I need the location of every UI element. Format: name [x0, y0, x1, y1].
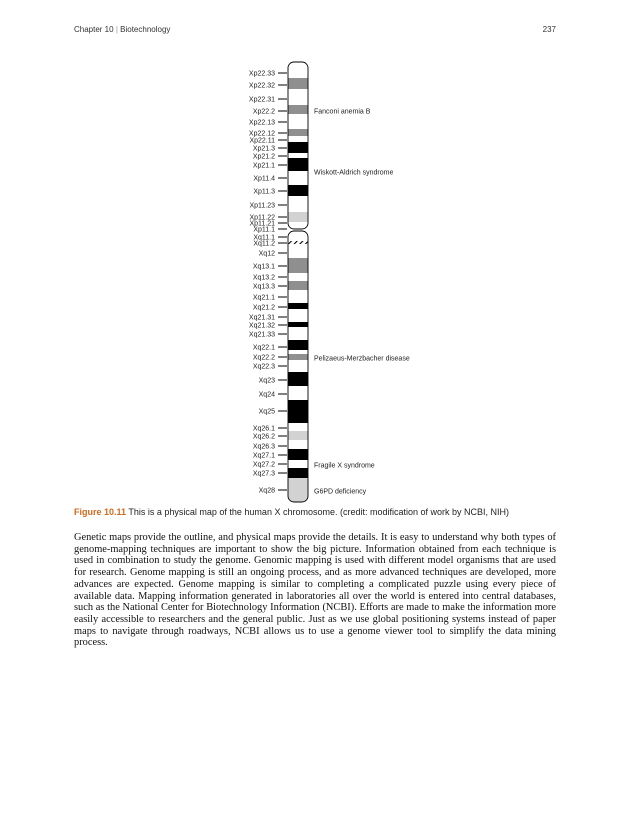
band-label: Xp11.1 — [253, 226, 275, 234]
band-xp22-31 — [288, 89, 308, 105]
band-label: Xq23 — [258, 377, 275, 385]
band-xq11-1 — [288, 241, 308, 244]
band-xq22-1 — [288, 350, 308, 354]
band-xq13-1 — [288, 273, 308, 281]
band-label: Xp22.11 — [249, 137, 275, 145]
band-xp22-32 — [288, 78, 308, 89]
band-label: Xp22.2 — [252, 108, 275, 116]
band-label: Xp11.21 — [249, 220, 275, 228]
band-xq23 — [288, 372, 308, 386]
band-label: Xp21.3 — [252, 145, 275, 153]
figure-caption — [74, 507, 564, 518]
band-label: Xp21.1 — [252, 162, 275, 170]
gene-label: G6PD deficiency — [314, 488, 367, 496]
band-xq11-2 — [288, 244, 308, 258]
band-label: Xp21.2 — [252, 153, 275, 161]
gene-labels — [314, 109, 410, 496]
band-xq21-2 — [288, 309, 308, 322]
header-separator: | — [115, 25, 118, 34]
band-xq21-1 — [288, 303, 308, 309]
band-xp21-3 — [288, 142, 308, 153]
band-label: Xq27.2 — [252, 461, 275, 469]
band-label: Xq28 — [258, 487, 275, 495]
band-label: Xq21.33 — [248, 331, 275, 339]
band-xp21-1 — [288, 158, 308, 171]
band-label: Xq27.1 — [252, 452, 275, 460]
band-xp11-23 — [288, 196, 308, 212]
band-xp11-22 — [288, 212, 308, 222]
band-xp22-12 — [288, 129, 308, 136]
band-label: Xq13.1 — [252, 263, 275, 271]
band-label: Xp22.12 — [248, 130, 275, 138]
section-label: Biotechnology — [120, 25, 171, 34]
band-label: Xq26.2 — [252, 433, 275, 441]
band-label: Xq22.3 — [252, 363, 275, 371]
band-label: Xq21.1 — [252, 294, 275, 302]
band-label: Xp22.31 — [248, 96, 275, 104]
band-xq21-31 — [288, 322, 308, 327]
band-xq21-33 — [288, 340, 308, 350]
q-arm-bands — [288, 241, 308, 502]
band-xp11-4 — [288, 171, 308, 185]
band-xq26-2 — [288, 431, 308, 440]
band-label: Xp11.4 — [253, 175, 275, 183]
band-xq13-2 — [288, 281, 308, 290]
band-label: Xp22.33 — [248, 70, 275, 78]
band-xq21-32 — [288, 327, 308, 340]
p-arm-bands — [288, 62, 308, 231]
band-label: Xq21.31 — [248, 314, 275, 322]
band-label: Xp11.3 — [253, 188, 275, 196]
band-xp22-33 — [288, 62, 308, 78]
body-paragraph: Genetic maps provide the outline, and physical maps provide the details. It is easy to understand why both types of genome-mapping techniques are important to show the big picture. Information obtained from each technique is used in combination to study the genome. Genomic mapping is used with different model organisms that are used for research. Genome mapping is still an ongoing process, and as more advanced techniques are developed, more advances are expected. Genome mapping is similar to completing a complicated puzzle using every piece of available data. Mapping information generated in laboratories all over the world is entered into central databases, such as the National Center for Biotechnology Information (NCBI). Efforts are made to make the information more easily accessible to researchers and the general public. Just as we use global positioning systems instead of paper maps to navigate through roadways, NCBI allows us to use a genome viewer tool to simplify the data mining process. — [74, 532, 556, 649]
band-label: Xq12 — [258, 250, 275, 258]
band-label: Xq25 — [258, 408, 275, 416]
band-label: Xq13.3 — [252, 283, 275, 291]
band-xq28 — [288, 478, 308, 502]
band-xq27-2 — [288, 460, 308, 468]
band-label: Xp22.32 — [248, 82, 275, 90]
band-label: Xq21.32 — [248, 322, 275, 330]
band-xq22-3 — [288, 360, 308, 372]
band-xq13-3 — [288, 290, 308, 303]
band-label: Xq26.3 — [252, 443, 275, 451]
figure-caption-text: This is a physical map of the human X chromosome. (credit: modification of work by NCBI, NIH) — [128, 507, 510, 517]
band-xq27-3 — [288, 468, 308, 478]
gene-label: Wiskott-Aldrich syndrome — [314, 169, 394, 177]
band-xq26-3 — [288, 440, 308, 449]
chapter-label: Chapter 10 — [74, 25, 114, 34]
band-label: Xq22.1 — [252, 344, 275, 352]
gene-label: Fanconi anemia B — [314, 108, 371, 116]
band-label: Xp22.13 — [248, 119, 275, 127]
band-xp22-13 — [288, 114, 308, 129]
band-label: Xq22.2 — [252, 354, 275, 362]
gene-label: Fragile X syndrome — [314, 462, 375, 470]
band-xp22-11 — [288, 136, 308, 142]
gene-label: Pelizaeus-Merzbacher disease — [314, 355, 410, 363]
band-xp21-2 — [288, 153, 308, 158]
band-xq25 — [288, 400, 308, 423]
band-label: Xq11.1 — [253, 234, 275, 242]
band-label: Xq27.3 — [252, 470, 275, 478]
band-xq12 — [288, 258, 308, 273]
band-label: Xq21.2 — [252, 304, 275, 312]
band-xq22-2 — [288, 354, 308, 360]
band-label: Xq26.1 — [252, 425, 275, 433]
figure-label: Figure 10.11 — [74, 507, 127, 517]
band-xq27-1 — [288, 449, 308, 460]
band-xp22-2 — [288, 105, 308, 114]
band-xp11-3 — [288, 185, 308, 196]
band-label: Xq11.2 — [253, 240, 275, 248]
band-xq26-1 — [288, 423, 308, 431]
band-xq24 — [288, 386, 308, 400]
band-label: Xp11.22 — [249, 214, 275, 222]
band-label: Xp11.23 — [249, 202, 275, 210]
page-number: 237 — [542, 25, 556, 34]
band-labels — [249, 71, 287, 495]
band-label: Xq24 — [258, 391, 275, 399]
band-label: Xq13.2 — [252, 274, 275, 282]
